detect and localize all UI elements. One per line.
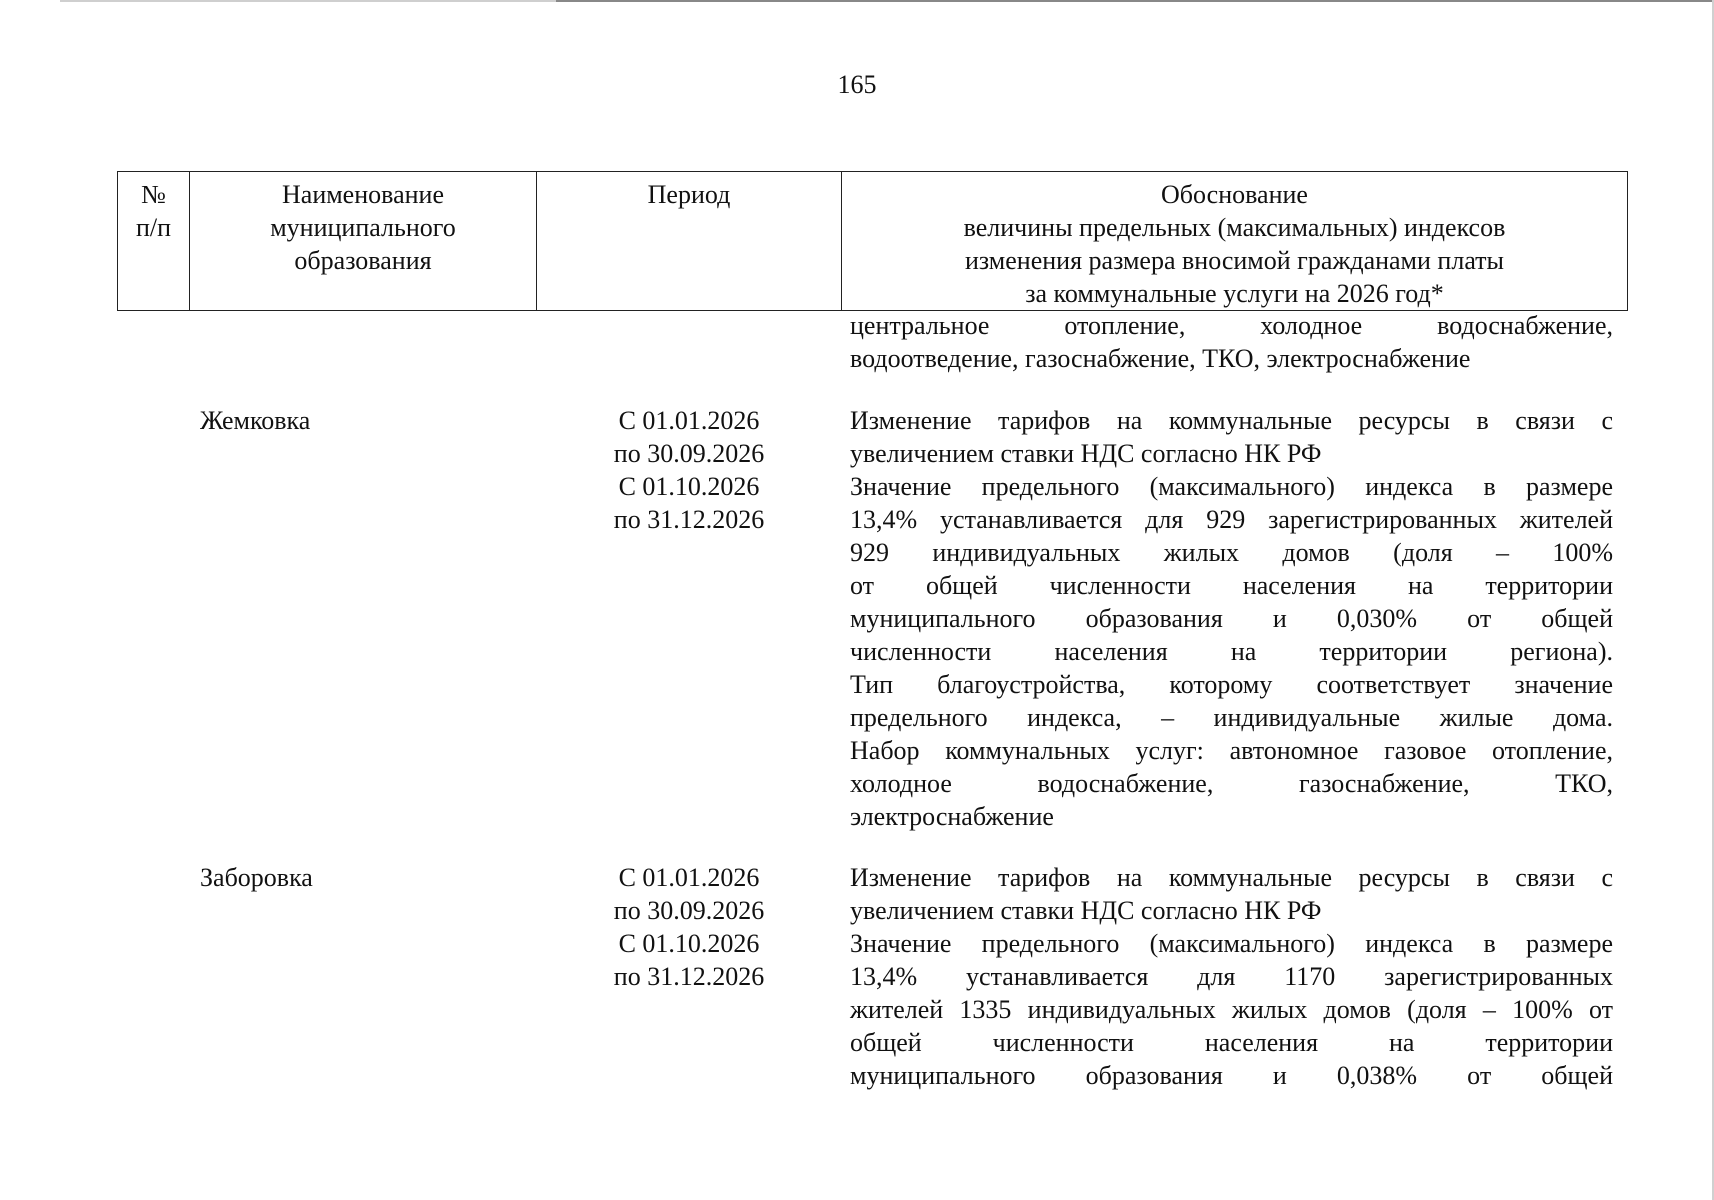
header-period-cell xyxy=(537,172,842,311)
header-period-line: Период xyxy=(647,180,731,209)
header-name-line: муниципального xyxy=(270,213,456,242)
scan-edge-top xyxy=(60,0,1714,2)
header-number-cell xyxy=(118,172,190,311)
period-line: С 01.10.2026 xyxy=(618,472,760,501)
header-number-line: № xyxy=(141,180,166,209)
period-line: по 31.12.2026 xyxy=(613,505,765,534)
header-justification-cell xyxy=(842,172,1628,311)
justification-line: электроснабжение xyxy=(850,802,1054,831)
header-name-cell xyxy=(190,172,537,311)
header-justification-line: величины предельных (максимальных) индексов xyxy=(963,213,1506,242)
period-line: С 01.01.2026 xyxy=(618,406,760,435)
justification-line: увеличением ставки НДС согласно НК РФ xyxy=(850,896,1322,925)
justification-line: Изменение тарифов на коммунальные ресурсы в связи с xyxy=(850,406,1613,435)
header-number-line: п/п xyxy=(135,213,172,242)
page-number: 165 xyxy=(837,70,877,99)
justification-line: Набор коммунальных услуг: автономное газовое отопление, xyxy=(850,736,1613,765)
header-name-line: образования xyxy=(294,246,432,275)
justification-line: от общей численности населения на территории xyxy=(850,571,1613,600)
justification-line: 13,4% устанавливается для 1170 зарегистрированных xyxy=(850,962,1613,991)
justification-line: муниципального образования и 0,030% от общей xyxy=(850,604,1613,633)
justification-line: общей численности населения на территории xyxy=(850,1028,1613,1057)
justification-cell xyxy=(850,861,1613,1092)
justification-line: Тип благоустройства, которому соответствует значение xyxy=(850,670,1613,699)
header-justification-line: Обоснование xyxy=(1161,180,1308,209)
justification-line: 929 индивидуальных жилых домов (доля – 100% xyxy=(850,538,1613,567)
header-justification-line: изменения размера вносимой гражданами платы xyxy=(964,246,1505,275)
justification-line: муниципального образования и 0,038% от общей xyxy=(850,1061,1613,1090)
justification-line: Значение предельного (максимального) индекса в размере xyxy=(850,929,1613,958)
justification-cell xyxy=(850,404,1613,833)
justification-line: 13,4% устанавливается для 929 зарегистрированных жителей xyxy=(850,505,1613,534)
table-header xyxy=(117,171,1628,311)
period-cell xyxy=(537,404,841,536)
period-line: по 30.09.2026 xyxy=(613,439,765,468)
municipality-name: Заборовка xyxy=(200,863,313,892)
justification-line: увеличением ставки НДС согласно НК РФ xyxy=(850,439,1322,468)
period-line: по 31.12.2026 xyxy=(613,962,765,991)
period-cell xyxy=(537,861,841,993)
justification-line: предельного индекса, – индивидуальные жилые дома. xyxy=(850,703,1613,732)
justification-line: Изменение тарифов на коммунальные ресурсы в связи с xyxy=(850,863,1613,892)
justification-line: численности населения на территории региона). xyxy=(850,637,1613,666)
period-line: С 01.01.2026 xyxy=(618,863,760,892)
justification-line: жителей 1335 индивидуальных жилых домов (доля – 100% от xyxy=(850,995,1613,1024)
continuation-justification xyxy=(850,309,1613,375)
header-justification-line: за коммунальные услуги на 2026 год* xyxy=(1025,279,1444,308)
municipality-name: Жемковка xyxy=(200,406,311,435)
justification-line: центральное отопление, холодное водоснабжение, xyxy=(850,311,1613,340)
header-name-line: Наименование xyxy=(282,180,444,209)
justification-line: водоотведение, газоснабжение, ТКО, электроснабжение xyxy=(850,344,1471,373)
justification-line: Значение предельного (максимального) индекса в размере xyxy=(850,472,1613,501)
justification-line: холодное водоснабжение, газоснабжение, ТКО, xyxy=(850,769,1613,798)
period-line: С 01.10.2026 xyxy=(618,929,760,958)
period-line: по 30.09.2026 xyxy=(613,896,765,925)
